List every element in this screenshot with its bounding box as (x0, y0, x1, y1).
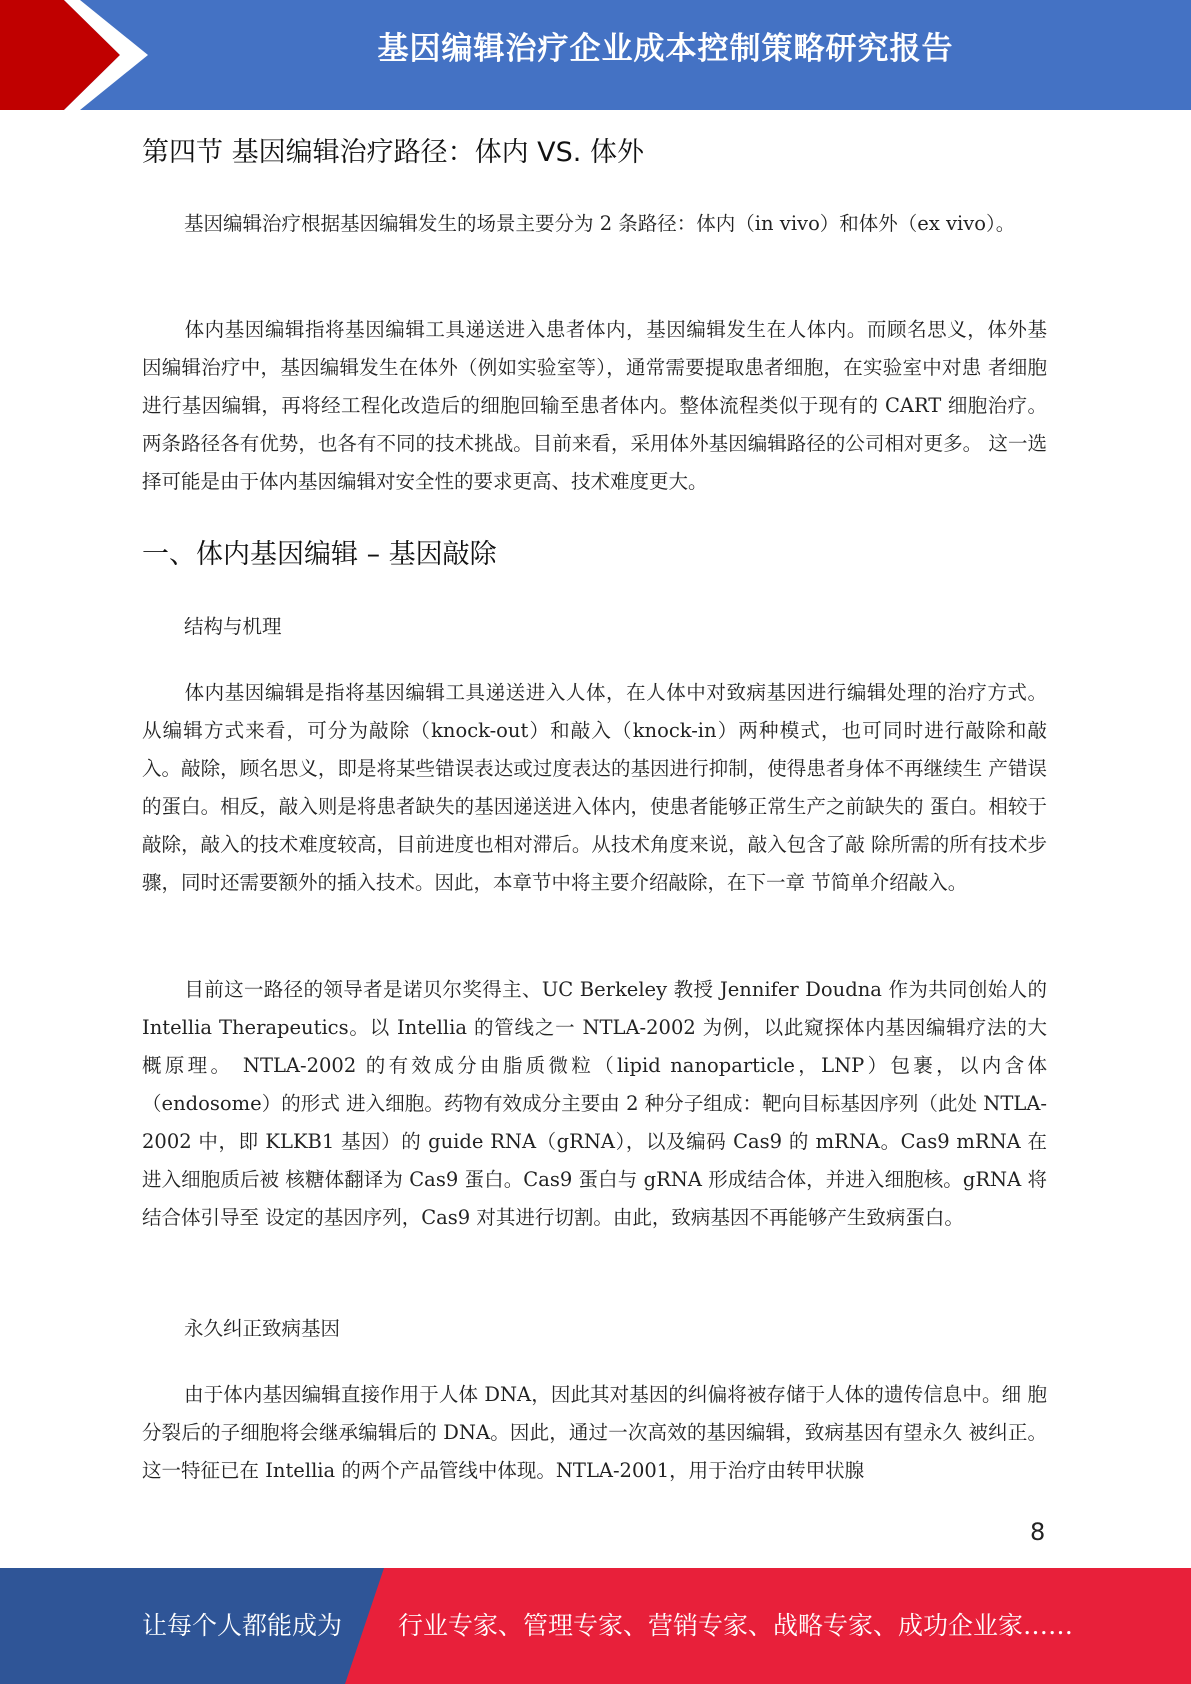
paragraph-knockout-text: 体内基因编辑是指将基因编辑工具递送进入人体，在人体中对致病基因进行编辑处理的治疗方式。 从编辑方式来看，可分为敲除（knock-out）和敲入（knock-in）两种模式，也可同时进行敲除和敲 入。敲除，顾名思义，即是将某些错误表达或过度表达的基因进行抑制，使得患者身体不再继续生 产错误的蛋白。相反，敲入则是将患者缺失的基因递送进入体内，使患者能够正常生产之前缺失的 蛋白。相较于敲除，敲入的技术难度较高，目前进度也相对滞后。从技术角度来说，敲入包含了敲 除所需的所有技术步骤，同时还需要额外的插入技术。因此，本章节中将主要介绍敲除，在下一章 节简单介绍敲入。 (142, 681, 1047, 894)
header-arrow-decoration (0, 0, 160, 110)
paragraph-intro (142, 205, 1047, 243)
footer-slogan-right: 行业专家、管理专家、营销专家、战略专家、成功企业家…… (398, 1611, 1074, 1640)
subheading-structure: 结构与机理 (184, 615, 282, 638)
subsection-heading: 一、体内基因编辑 – 基因敲除 (142, 539, 497, 570)
footer-slogan-left: 让每个人都能成为 (142, 1611, 343, 1640)
paragraph-permanent-text: 由于体内基因编辑直接作用于人体 DNA，因此其对基因的纠偏将被存储于人体的遗传信息中。细 胞分裂后的子细胞将会继承编辑后的 DNA。因此，通过一次高效的基因编辑，致病基因有望永久 被纠正。 这一特征已在 Intellia 的两个产品管线中体现。NTLA-2001，用于治疗由转甲状腺 (142, 1383, 1047, 1482)
page-number: 8 (1030, 1518, 1046, 1546)
subheading-permanent: 永久纠正致病基因 (184, 1317, 341, 1340)
paragraph-intellia-text: 目前这一路径的领导者是诺贝尔奖得主、UC Berkeley 教授 Jennifer Doudna 作为共同创始人的 Intellia Therapeutics。以 Intellia 的管线之一 NTLA-2002 为例，以此窥探体内基因编辑疗法的大 概原理。 NTLA-2002 的有效成分由脂质微粒（lipid nanoparticle，LNP）包裹，以内含体（endosome）的形式 进入细胞。药物有效成分主要由 2 种分子组成：靶向目标基因序列（此处 NTLA-2002 中，即 KLKB1 基因）的 guide RNA（gRNA），以及编码 Cas9 的 mRNA。Cas9 mRNA 在进入细胞质后被 核糖体翻译为 Cas9 蛋白。Cas9 蛋白与 gRNA 形成结合体，并进入细胞核。gRNA 将结合体引导至 设定的基因序列，Cas9 对其进行切割。由此，致病基因不再能够产生致病蛋白。 (142, 978, 1047, 1229)
paragraph-in-vivo-vs-ex-vivo-text: 体内基因编辑指将基因编辑工具递送进入患者体内，基因编辑发生在人体内。而顾名思义，体外基 因编辑治疗中，基因编辑发生在体外（例如实验室等），通常需要提取患者细胞，在实验室中对患 者细胞进行基因编辑，再将经工程化改造后的细胞回输至患者体内。整体流程类似于现有的 CART 细胞治疗。 两条路径各有优势，也各有不同的技术挑战。目前来看，采用体外基因编辑路径的公司相对更多。 这一选择可能是由于体内基因编辑对安全性的要求更高、技术难度更大。 (142, 318, 1047, 493)
section-title: 第四节 基因编辑治疗路径：体内 VS. 体外 (142, 137, 644, 168)
report-title: 基因编辑治疗企业成本控制策略研究报告 (377, 31, 954, 67)
paragraph-knockout (142, 674, 1047, 902)
paragraph-permanent (142, 1376, 1047, 1490)
paragraph-intellia (142, 971, 1047, 1237)
paragraph-intro-text: 基因编辑治疗根据基因编辑发生的场景主要分为 2 条路径：体内（in vivo）和体外（ex vivo）。 (184, 212, 1016, 235)
paragraph-in-vivo-vs-ex-vivo (142, 311, 1047, 501)
page-footer (0, 1568, 1191, 1684)
page-header (0, 0, 1191, 110)
